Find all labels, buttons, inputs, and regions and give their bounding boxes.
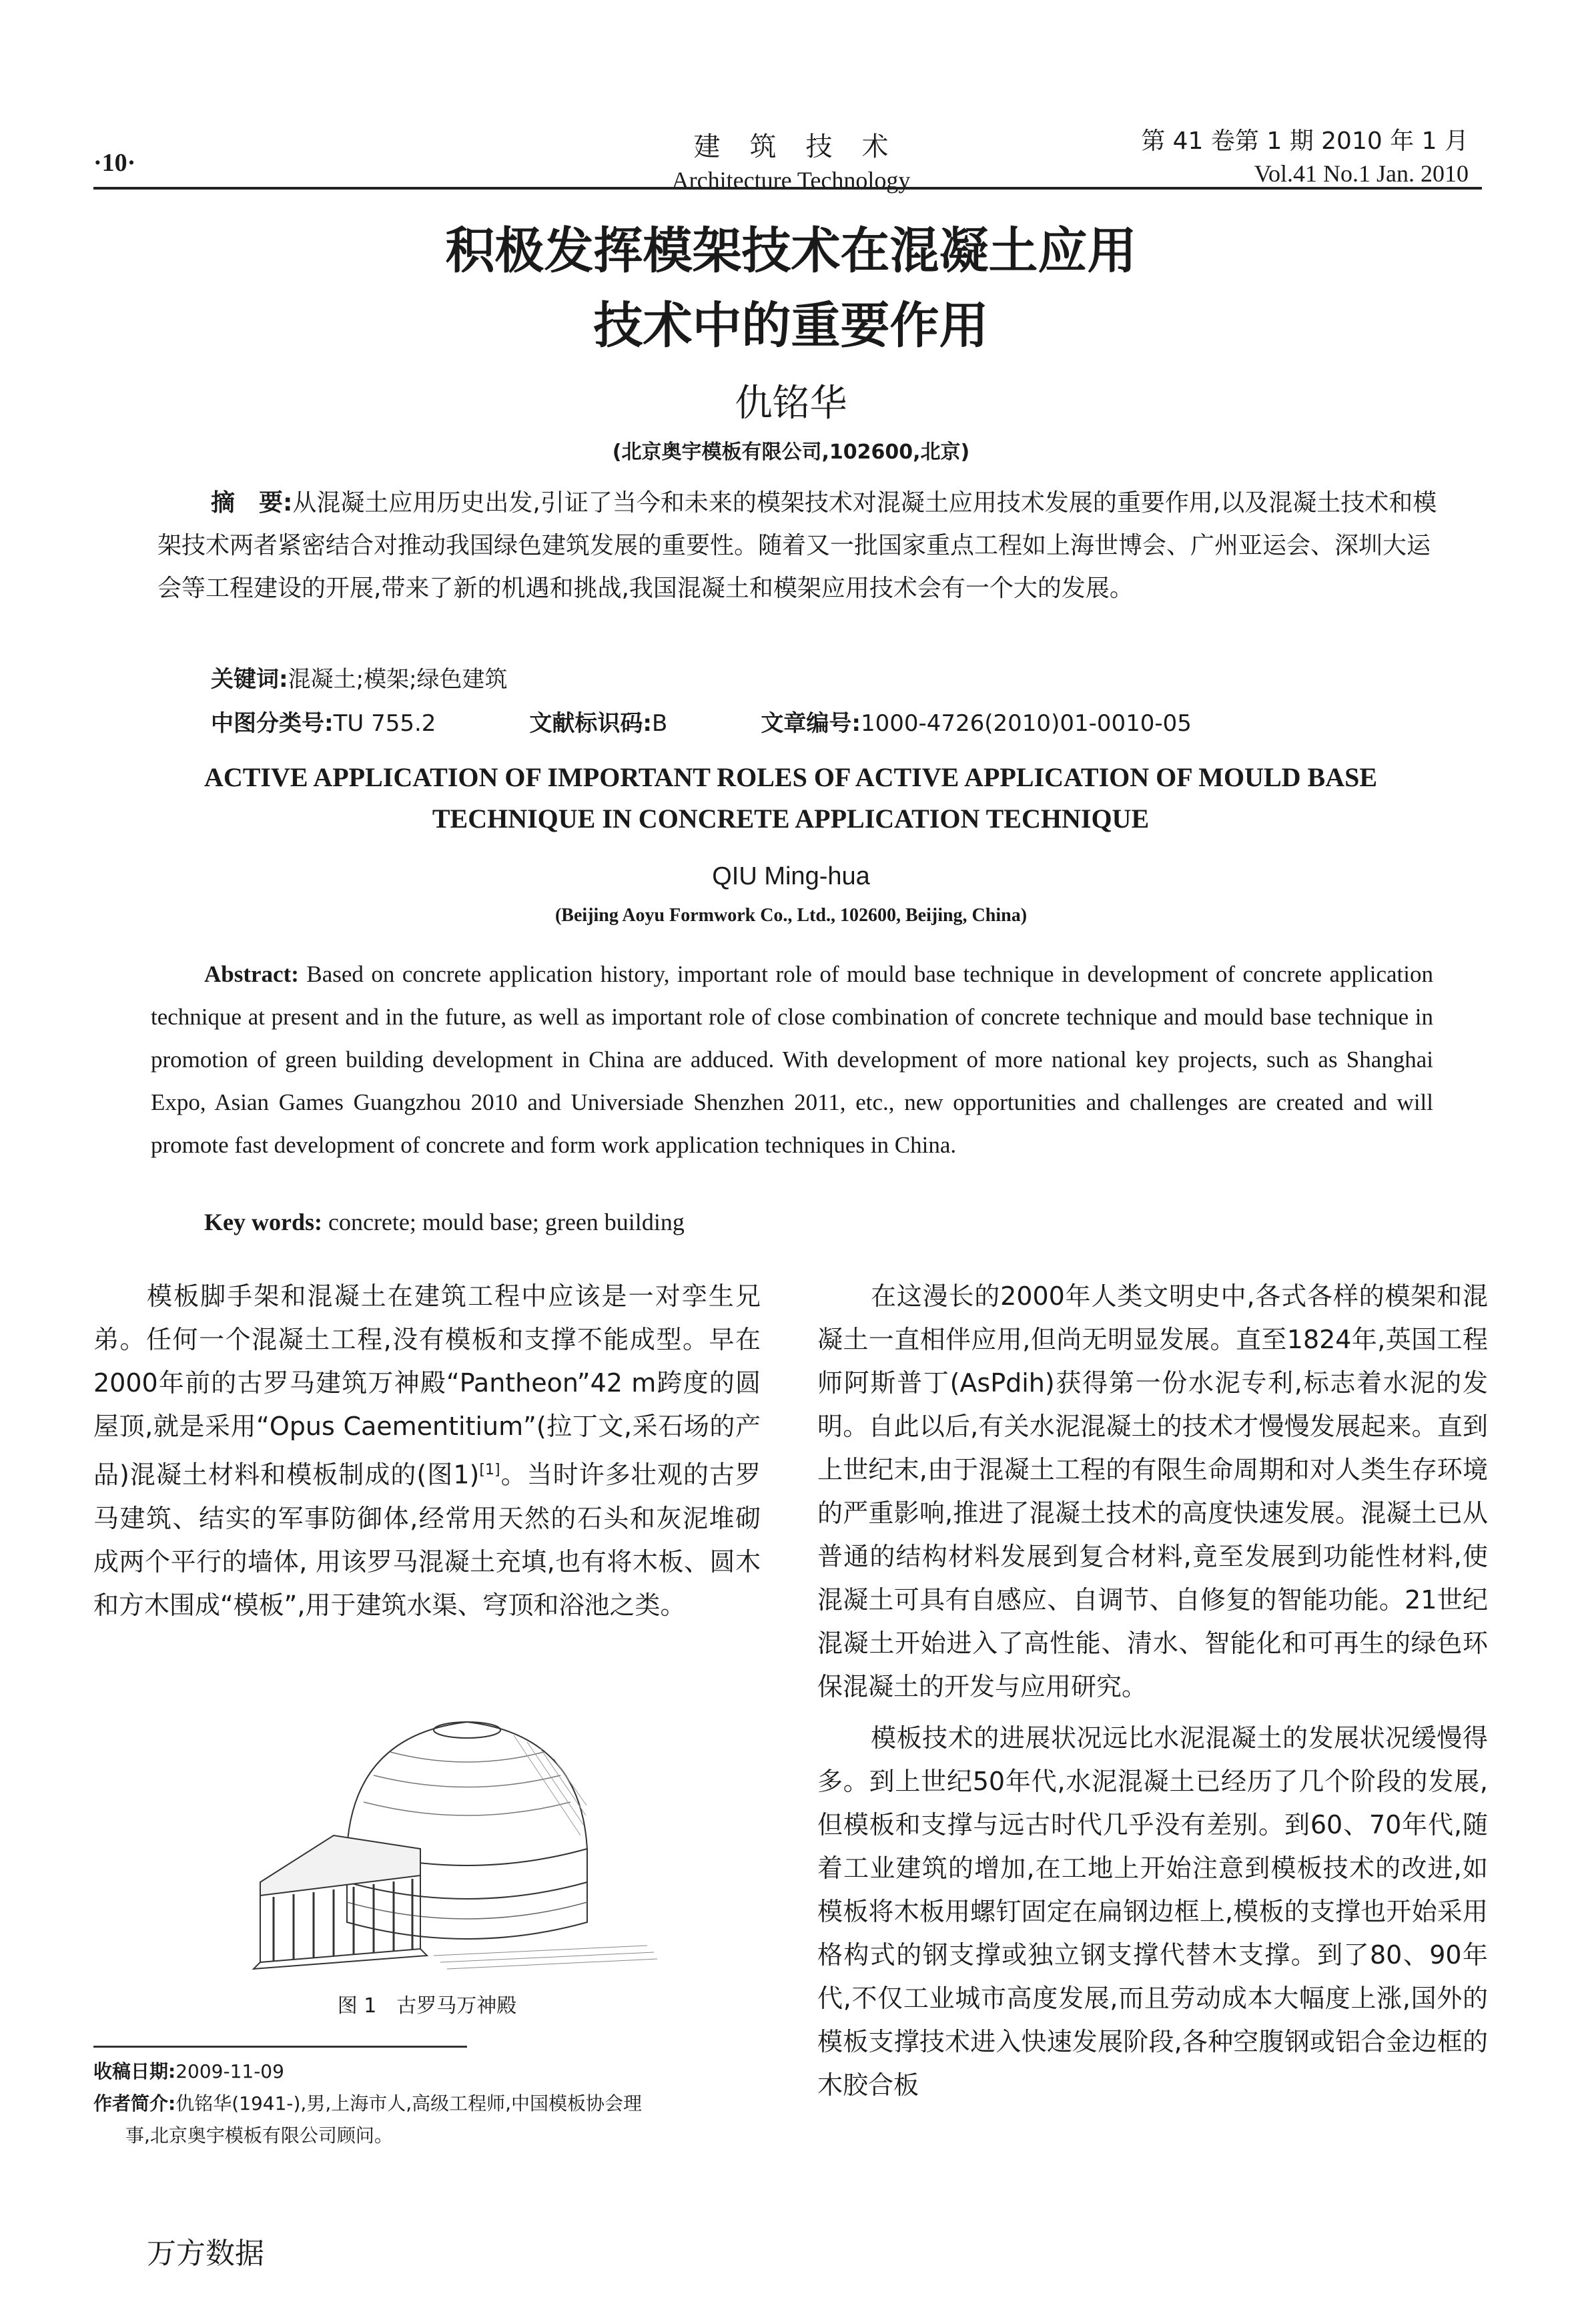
- body-text: 模板脚手架和混凝土在建筑工程中应该是一对孪生兄弟。任何一个混凝土工程,没有模板和支撑不能成型。早在2000年前的古罗马建筑万神殿“Pantheon”42 m跨度的圆屋顶,就是采用“Opus Caementitium”(拉丁文,采石场的产品)混凝土材料和模板制成的(图1): [93, 1281, 761, 1490]
- received-date-label: 收稿日期:: [93, 2060, 176, 2082]
- issue-info-en: Vol.41 No.1 Jan. 2010: [1254, 160, 1469, 187]
- clc-label: 中图分类号:: [211, 710, 334, 737]
- author-bio-text-cont: 事,北京奥宇模板有限公司顾问。: [125, 2124, 393, 2146]
- english-abstract-text: Based on concrete application history, important role of mould base technique in development of concrete application technique at present and in the future, as well as important role of close combination of concrete technique and mould base technique in promotion of green building development in China are adduced. With development of more national key projects, such as Shanghai Expo, Asian Games Guangzhou 2010 and Universiade Shenzhen 2011, etc., new opportunities and challenges are created and will promote fast development of concrete and form work application techniques in China.: [151, 961, 1434, 1158]
- journal-name-cn: 建筑技术: [693, 131, 918, 162]
- author-bio-text: 仇铭华(1941-),男,上海市人,高级工程师,中国模板协会理: [175, 2092, 643, 2114]
- english-title: [133, 757, 1448, 840]
- cn-keywords: [211, 661, 1412, 693]
- doc-code-value: B: [652, 710, 668, 737]
- figure-caption: 图 1 古罗马万神殿: [337, 1994, 517, 2018]
- pantheon-figure: [247, 1682, 661, 1976]
- english-title-line-2: TECHNIQUE IN CONCRETE APPLICATION TECHNIQUE: [432, 804, 1150, 834]
- title-line-1: 积极发挥模架技术在混凝土应用: [445, 222, 1137, 280]
- english-keywords: [204, 1208, 685, 1236]
- clc-value: TU 755.2: [333, 710, 436, 737]
- english-keywords-text: concrete; mould base; green building: [328, 1209, 685, 1235]
- article-number: [761, 705, 1192, 738]
- article-number-value: 1000-4726(2010)01-0010-05: [860, 710, 1192, 737]
- cn-classification: [211, 705, 1412, 738]
- cn-abstract-label: 摘 要:: [211, 489, 293, 517]
- author-name: 仇铭华: [735, 382, 847, 425]
- english-title-line-1: ACTIVE APPLICATION OF IMPORTANT ROLES OF ACTIVE APPLICATION OF MOULD BASE: [204, 762, 1378, 792]
- cn-keywords-label: 关键词:: [211, 666, 288, 693]
- body-text: 。当时许多壮观的古罗马建筑、结实的军事防御体,经常用天然的石头和灰泥堆砌成两个平行的墙体, 用该罗马混凝土充填,也有将木板、圆木和方木围成“模板”,用于建筑水渠、穹顶和浴池之类。: [93, 1460, 761, 1620]
- issue-info-cn: 第 41 卷第 1 期 2010 年 1 月: [1141, 127, 1469, 155]
- page-number: ·10·: [93, 149, 136, 177]
- english-abstract: [151, 953, 1433, 1167]
- english-affiliation: (Beijing Aoyu Formwork Co., Ltd., 102600, Beijing, China): [554, 905, 1028, 926]
- english-keywords-label: Key words:: [204, 1209, 322, 1235]
- title-line-2: 技术中的重要作用: [593, 297, 989, 354]
- watermark: 万方数据: [147, 2237, 264, 2271]
- body-paragraph: 在这漫长的2000年人类文明史中,各式各样的模架和混凝土一直相伴应用,但尚无明显发展。直至1824年,英国工程师阿斯普丁(AsPdih)获得第一份水泥专利,标志着水泥的发明。自此以后,有关水泥混凝土的技术才慢慢发展起来。直到上世纪末,由于混凝土工程的有限生命周期和对人类生存环境的严重影响,推进了混凝土技术的高度快速发展。混凝土已从普通的结构材料发展到复合材料,竟至发展到功能性材料,使混凝土可具有自感应、自调节、自修复的智能功能。21世纪混凝土开始进入了高性能、清水、智能化和可再生的绿色环保混凝土的开发与应用研究。: [817, 1281, 1488, 1701]
- english-author: QIU Ming-hua: [712, 862, 870, 890]
- header-rule: [93, 187, 1482, 190]
- body-paragraph: [93, 1275, 761, 1627]
- received-date-value: 2009-11-09: [175, 2060, 284, 2082]
- cn-abstract: [157, 482, 1452, 610]
- article-title: [0, 214, 1582, 363]
- article-number-label: 文章编号:: [761, 710, 861, 737]
- body-right-column: [817, 1275, 1488, 2107]
- pantheon-sketch-image: [247, 1682, 661, 1976]
- journal-name-en: Architecture Technology: [671, 167, 911, 194]
- author-bio: [93, 2088, 767, 2152]
- cn-keywords-text: 混凝土;模架;绿色建筑: [288, 666, 508, 693]
- cn-abstract-text: 从混凝土应用历史出发,引证了当今和未来的模架技术对混凝土应用技术发展的重要作用,以及混凝土技术和模架技术两者紧密结合对推动我国绿色建筑发展的重要性。随着又一批国家重点工程如上海世博会、广州亚运会、深圳大运会等工程建设的开展,带来了新的机遇和挑战,我国混凝土和模架应用技术会有一个大的发展。: [157, 489, 1437, 602]
- doc-code-label: 文献标识码:: [529, 710, 653, 737]
- body-paragraph: 模板技术的进展状况远比水泥混凝土的发展状况缓慢得多。到上世纪50年代,水泥混凝土已经历了几个阶段的发展, 但模板和支撑与远古时代几乎没有差别。到60、70年代,随着工业建筑的增加,在工地上开始注意到模板技术的改进,如模板将木板用螺钉固定在扁钢边框上,模板的支撑也开始采用格构式的钢支撑或独立钢支撑代替木支撑。到了80、90年代,不仅工业城市高度发展,而且劳动成本大幅度上涨,国外的模板支撑技术进入快速发展阶段,各种空腹钢或铝合金边框的木胶合板: [817, 1723, 1488, 2100]
- issue-info: [1141, 125, 1469, 190]
- body-left-column: [93, 1275, 761, 1627]
- doc-code: [529, 705, 667, 738]
- english-abstract-label: Abstract:: [204, 961, 299, 987]
- citation-ref[interactable]: [1]: [479, 1462, 500, 1478]
- footnote-rule: [93, 2046, 467, 2048]
- received-date: [93, 2056, 767, 2088]
- clc-number: [211, 705, 436, 738]
- author-affiliation: (北京奥宇模板有限公司,102600,北京): [612, 441, 970, 464]
- author-bio-label: 作者简介:: [93, 2092, 176, 2114]
